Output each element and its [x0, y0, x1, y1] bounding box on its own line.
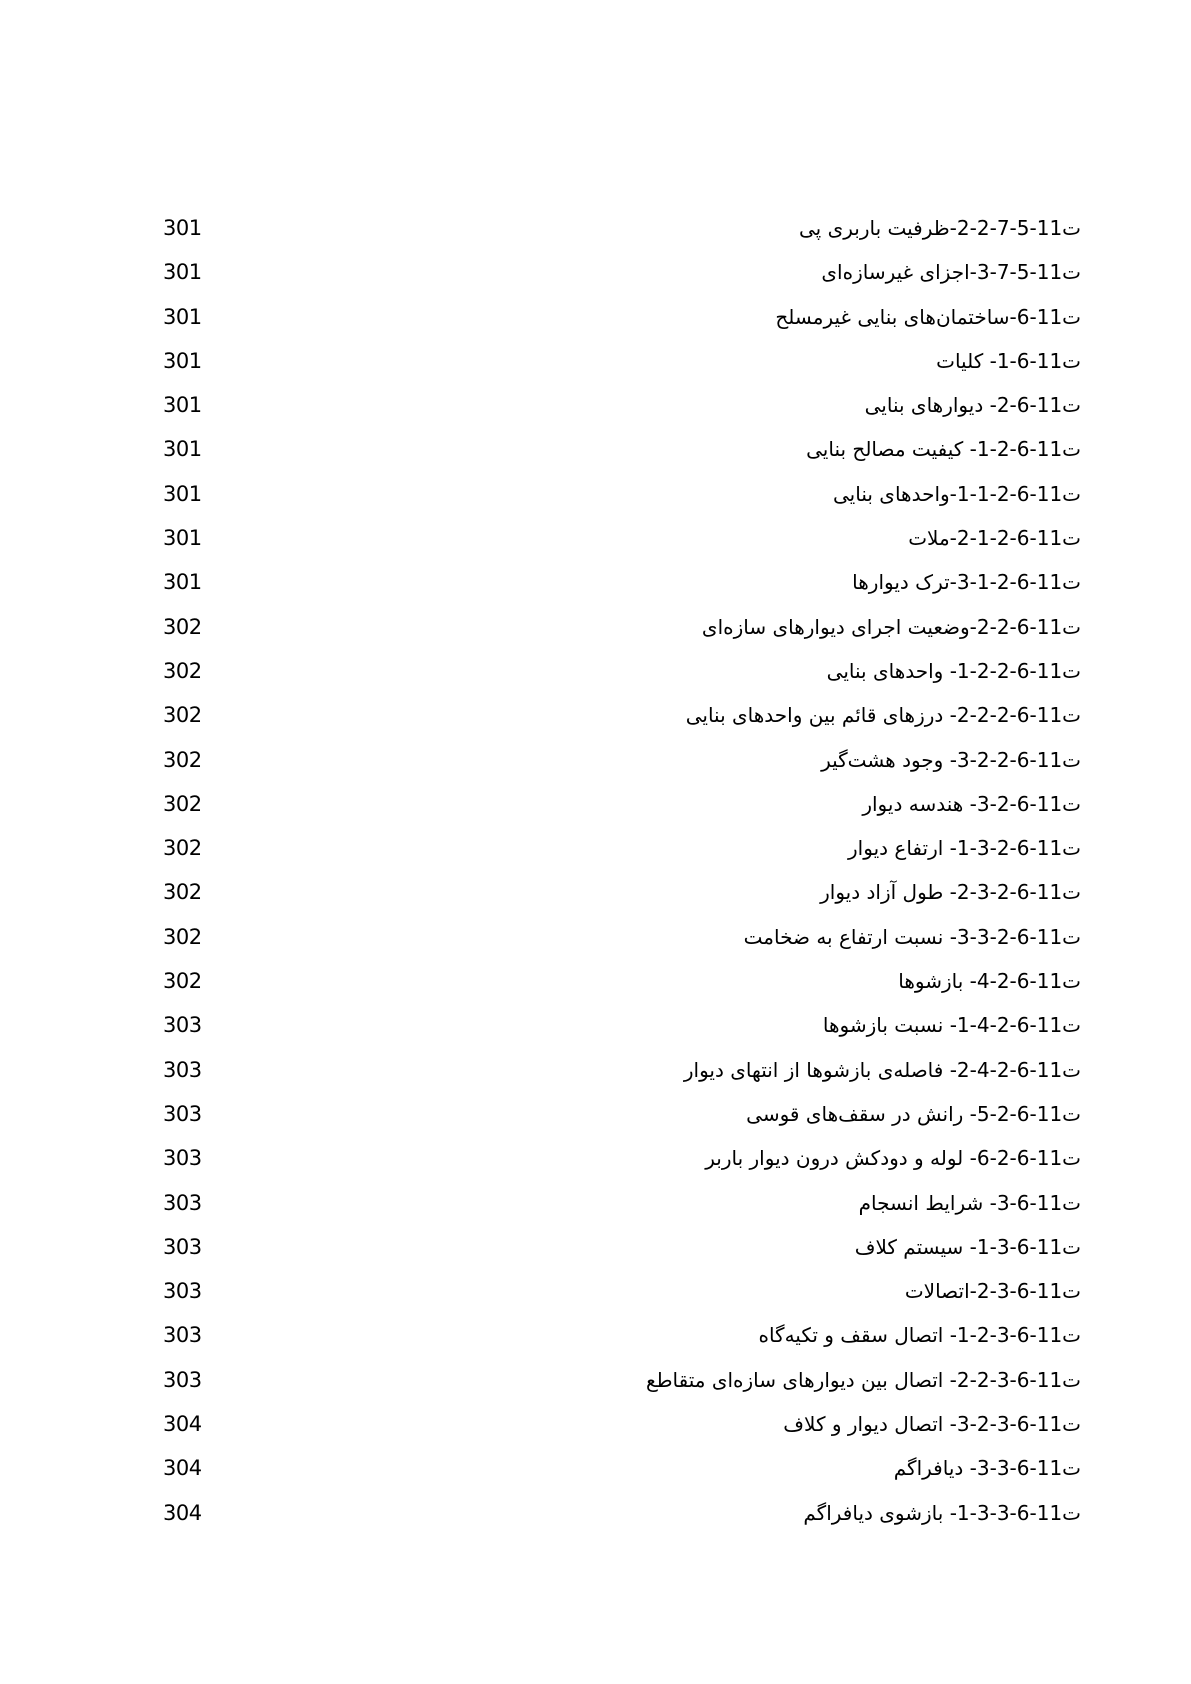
toc-entry: [0, 568, 1191, 612]
toc-entry-page: 301: [163, 393, 202, 418]
toc-entry: [0, 480, 1191, 524]
toc-entry: [0, 1233, 1191, 1277]
toc-entry: [0, 878, 1191, 922]
toc-entry-title: ت11-6-2-2-2- درزهای قائم بین واحدهای بنایی: [685, 703, 1081, 728]
toc-entry: [0, 303, 1191, 347]
toc-entry-page: 302: [163, 969, 202, 994]
toc-entry: [0, 1454, 1191, 1498]
toc-entry-page: 304: [163, 1500, 202, 1525]
toc-entry: [0, 435, 1191, 479]
toc-entry-title: ت11-6-3-3-1- بازشوی دیافراگم: [803, 1500, 1081, 1525]
toc-entry: [0, 258, 1191, 302]
toc-entry-page: 303: [163, 1146, 202, 1171]
toc-entry-page: 303: [163, 1013, 202, 1038]
toc-entry-page: 303: [163, 1279, 202, 1304]
toc-entry-page: 301: [163, 526, 202, 551]
toc-entry-title: ت11-6-2-1-2-ملات: [908, 526, 1081, 551]
toc-entry: [0, 657, 1191, 701]
toc-entry-title: ت11-5-7-3-اجزای غیرسازه‌ای: [821, 260, 1081, 285]
toc-entry-title: ت11-6-2-2-3- وجود هشت‌گیر: [821, 747, 1081, 772]
toc-entry-page: 301: [163, 570, 202, 595]
toc-entry-page: 301: [163, 348, 202, 373]
toc-entry-page: 302: [163, 791, 202, 816]
toc-entry-page: 302: [163, 658, 202, 683]
toc-entry-title: ت11-6-3-2-1- اتصال سقف و تکیه‌گاه: [758, 1323, 1081, 1348]
toc-entry-page: 302: [163, 703, 202, 728]
toc-entry-page: 301: [163, 437, 202, 462]
toc-entry: [0, 391, 1191, 435]
toc-entry: [0, 834, 1191, 878]
toc-entry: [0, 1321, 1191, 1365]
toc-entry: [0, 1277, 1191, 1321]
toc-entry-page: 303: [163, 1323, 202, 1348]
toc-entry-page: 303: [163, 1101, 202, 1126]
toc-entry-title: ت11-6-2-6- لوله و دودکش درون دیوار باربر: [705, 1146, 1081, 1171]
toc-entry: [0, 1144, 1191, 1188]
toc-entry-page: 301: [163, 304, 202, 329]
toc-entry-title: ت11-6-ساختمان‌های بنایی غیرمسلح: [775, 304, 1081, 329]
toc-entry-page: 304: [163, 1412, 202, 1437]
toc-entry-title: ت11-6-3- شرایط انسجام: [858, 1190, 1081, 1215]
toc-entry: [0, 790, 1191, 834]
toc-entry: [0, 1056, 1191, 1100]
toc-entry: [0, 1100, 1191, 1144]
toc-entry-title: ت11-6-2-3-1- ارتفاع دیوار: [848, 836, 1081, 861]
toc-entry-page: 302: [163, 924, 202, 949]
toc-entry: [0, 214, 1191, 258]
toc-entry-title: ت11-6-3-2-اتصالات: [904, 1279, 1081, 1304]
toc-entry: [0, 1410, 1191, 1454]
toc-entry-page: 303: [163, 1190, 202, 1215]
toc-entry-title: ت11-6-2-1- کیفیت مصالح بنایی: [806, 437, 1081, 462]
toc-entry-title: ت11-6-2-1-1-واحدهای بنایی: [833, 481, 1081, 506]
toc-entry-title: ت11-6-2-2-1- واحدهای بنایی: [826, 658, 1081, 683]
toc-entry-title: ت11-6-2-5- رانش در سقف‌های قوسی: [746, 1101, 1081, 1126]
toc-entry-title: ت11-6-3-2-3- اتصال دیوار و کلاف: [783, 1412, 1081, 1437]
toc-entry: [0, 923, 1191, 967]
toc-entry-title: ت11-6-2-3-2- طول آزاد دیوار: [820, 880, 1081, 905]
toc-entry: [0, 524, 1191, 568]
toc-entry-title: ت11-6-2-3- هندسه دیوار: [862, 791, 1081, 816]
toc-entry-title: ت11-6-2-4-2- فاصله‌ی بازشوها از انتهای دیوار: [683, 1057, 1081, 1082]
toc-entry-page: 301: [163, 260, 202, 285]
toc-entry-title: ت11-6-2-4- بازشوها: [898, 969, 1081, 994]
toc-entry-page: 302: [163, 747, 202, 772]
toc-entry: [0, 1011, 1191, 1055]
toc-entry: [0, 613, 1191, 657]
toc-entry: [0, 1366, 1191, 1410]
toc-entry-title: ت11-6-2-1-3-ترک دیوارها: [852, 570, 1081, 595]
toc-entry-title: ت11-5-7-2-2-ظرفیت باربری پی: [798, 216, 1081, 240]
toc-entry-title: ت11-6-2-3-3- نسبت ارتفاع به ضخامت: [743, 924, 1081, 949]
toc-entry: [0, 701, 1191, 745]
toc-entry-title: ت11-6-1- کلیات: [936, 348, 1081, 373]
toc-entry-page: 301: [163, 216, 202, 240]
toc-entry-page: 303: [163, 1234, 202, 1259]
toc-entry: [0, 347, 1191, 391]
toc-entry-page: 303: [163, 1057, 202, 1082]
toc-entry-title: ت11-6-2-2-وضعیت اجرای دیوارهای سازه‌ای: [701, 614, 1081, 639]
toc-entry-page: 302: [163, 836, 202, 861]
toc-entry-page: 301: [163, 481, 202, 506]
toc-entry: [0, 1189, 1191, 1233]
toc-entry-page: 302: [163, 880, 202, 905]
toc-entry: [0, 746, 1191, 790]
toc-entry-title: ت11-6-3-1- سیستم کلاف: [854, 1234, 1081, 1259]
toc-entry: [0, 1499, 1191, 1543]
table-of-contents: [0, 214, 1191, 1543]
toc-entry-page: 303: [163, 1367, 202, 1392]
toc-entry-title: ت11-6-3-2-2- اتصال بین دیوارهای سازه‌ای متقاطع: [645, 1367, 1081, 1392]
toc-entry-page: 302: [163, 614, 202, 639]
toc-entry-page: 304: [163, 1456, 202, 1481]
toc-entry-title: ت11-6-2- دیوارهای بنایی: [864, 393, 1081, 418]
toc-entry: [0, 967, 1191, 1011]
toc-entry-title: ت11-6-3-3- دیافراگم: [893, 1456, 1081, 1481]
toc-entry-title: ت11-6-2-4-1- نسبت بازشوها: [822, 1013, 1081, 1038]
